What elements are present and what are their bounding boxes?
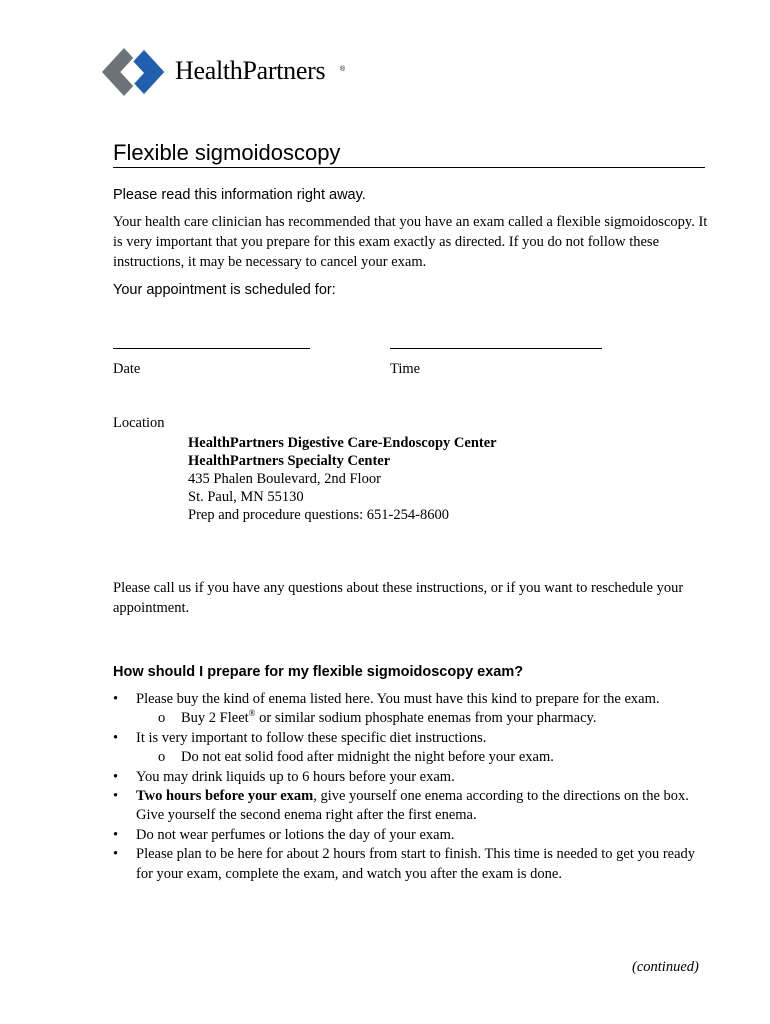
sub-item-text-end: or similar sodium phosphate enemas from your pharmacy. [255,710,597,727]
sub-item-text-start: Buy 2 Fleet [181,710,249,727]
sub-list-item [113,709,713,728]
prep-instructions-list [113,690,713,884]
registered-mark: ® [248,708,256,719]
location-phone: Prep and procedure questions: 651-254-8600 [188,507,449,523]
sub-item-text: Do not eat solid food after midnight the night before your exam. [181,749,554,766]
bullet-icon: • [113,729,119,746]
location-building-name: HealthPartners Specialty Center [188,453,391,469]
time-label: Time [390,361,421,377]
list-item [113,826,713,845]
list-item-text: , give yourself one enema according to the directions on the box. Give yourself the second enema right after the first enema. [136,788,689,824]
location-city: St. Paul, MN 55130 [188,489,304,505]
read-now-notice: Please read this information right away. [113,187,366,203]
bullet-icon: • [113,846,119,863]
appointment-heading: Your appointment is scheduled for: [113,282,336,298]
bullet-icon: • [113,768,119,785]
list-item-text: Do not wear perfumes or lotions the day of your exam. [136,826,455,843]
date-label: Date [113,361,141,377]
date-blank-line[interactable] [113,348,310,349]
list-item [113,729,713,748]
list-item-text: Please buy the kind of enema listed here. You must have this kind to prepare for the exam. [136,691,660,707]
list-item [113,845,713,884]
location-label: Location [113,415,165,431]
list-item-text: Please plan to be here for about 2 hours from start to finish. This time is needed to get you ready for your exam, complete the exam, and watch you after the exam is done. [136,846,696,882]
list-item-bold-text: Two hours before your exam [136,788,314,805]
continued-note: (continued) [632,959,699,975]
location-center-name: HealthPartners Digestive Care-Endoscopy Center [188,435,497,451]
list-item [113,787,713,826]
location-street: 435 Phalen Boulevard, 2nd Floor [188,471,381,487]
list-item-text: You may drink liquids up to 6 hours before your exam. [136,768,455,785]
sub-list-item [113,748,713,767]
call-us-paragraph: Please call us if you have any questions about these instructions, or if you want to reschedule your appointment. [113,580,684,616]
bullet-icon: • [113,826,119,843]
page-title: Flexible sigmoidoscopy [113,140,341,165]
list-item [113,768,713,787]
list-item-text: It is very important to follow these specific diet instructions. [136,729,487,746]
intro-paragraph: Your health care clinician has recommended that you have an exam called a flexible sigmoidoscopy. It is very important that you prepare for this exam exactly as directed. If you do not follow these instructions, it may be necessary to cancel your exam. [113,214,708,270]
location-address [188,434,497,524]
prep-heading: How should I prepare for my flexible sigmoidoscopy exam? [113,664,524,680]
title-divider [113,167,705,168]
sub-bullet-icon: o [158,749,166,766]
list-item [113,690,713,709]
logo-wordmark: HealthPartners [175,56,326,85]
time-blank-line[interactable] [390,348,602,349]
bullet-icon: • [113,788,119,805]
bullet-icon: • [113,691,119,707]
logo-registered-mark: ® [340,66,346,73]
sub-bullet-icon: o [158,710,166,727]
